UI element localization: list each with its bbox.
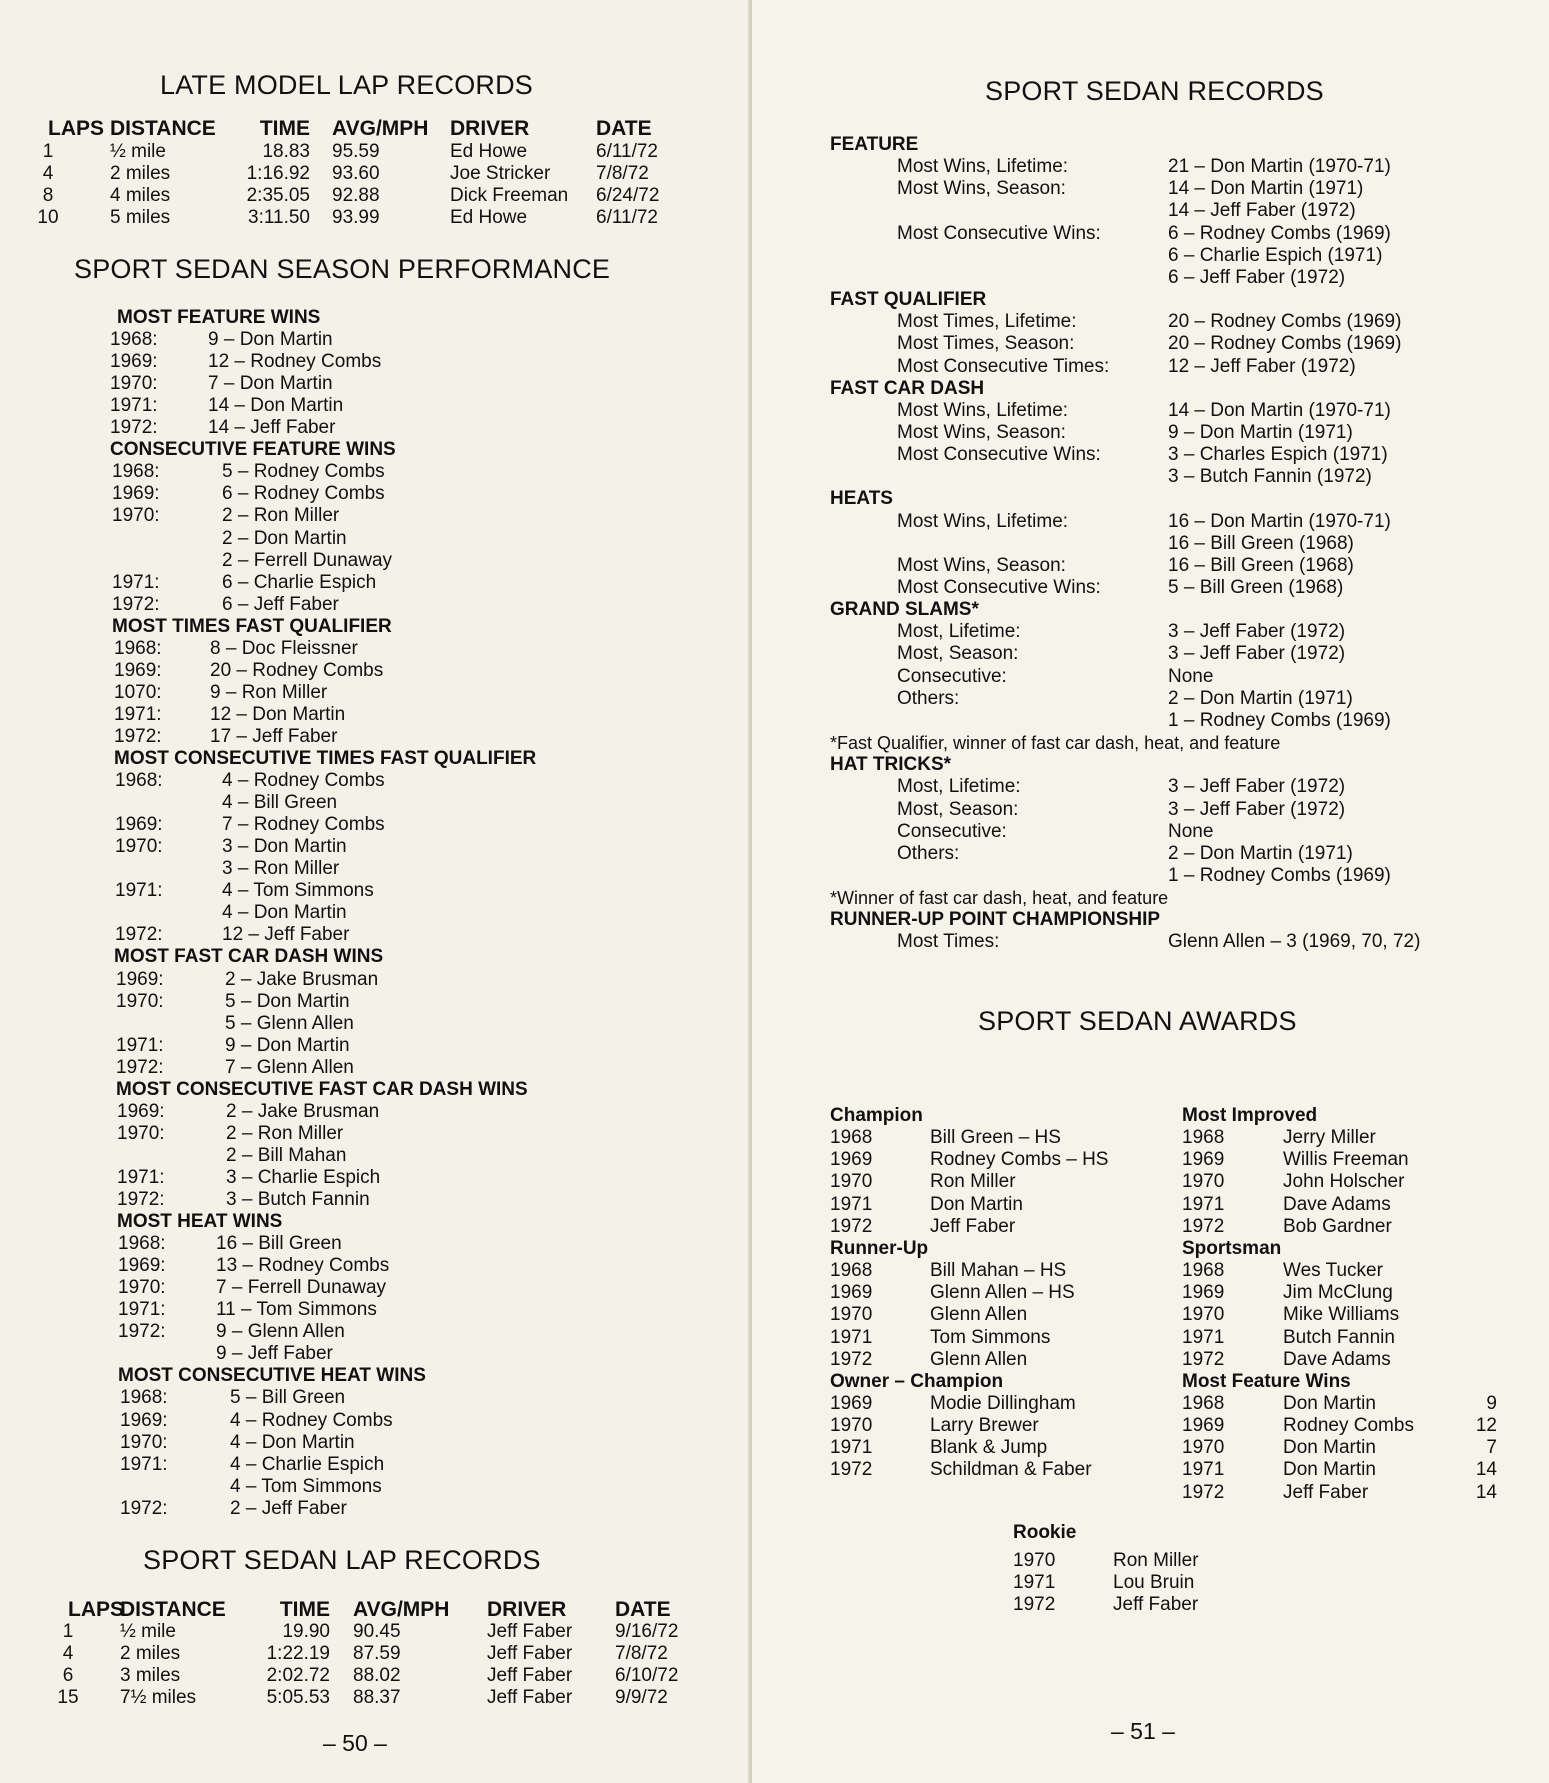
award-winner: Butch Fannin — [1283, 1326, 1395, 1348]
award-year: 1972 — [830, 1348, 873, 1370]
table-cell: ½ mile — [110, 141, 166, 162]
record-value: 14 – Jeff Faber (1972) — [1168, 200, 1356, 222]
late-model-lap-records-title: LATE MODEL LAP RECORDS — [160, 70, 534, 100]
record-entry: 17 – Jeff Faber — [210, 725, 338, 747]
table-cell: 87.59 — [353, 1643, 401, 1664]
award-winner: Rodney Combs – HS — [930, 1149, 1109, 1171]
year-label: 1968: — [115, 770, 163, 792]
section-heading: MOST TIMES FAST QUALIFIER — [112, 615, 392, 637]
record-value: 21 – Don Martin (1970-71) — [1168, 156, 1391, 178]
award-year: 1970 — [830, 1415, 873, 1437]
award-winner: Wes Tucker — [1283, 1260, 1383, 1282]
sport-sedan-records-title: SPORT SEDAN RECORDS — [985, 76, 1324, 106]
record-entry: 9 – Don Martin — [225, 1034, 350, 1056]
award-winner: Lou Bruin — [1113, 1572, 1195, 1594]
record-entry: 2 – Ron Miller — [222, 505, 340, 527]
table-cell: 88.02 — [353, 1665, 401, 1686]
table-cell: Joe Stricker — [450, 163, 551, 184]
award-category-heading: Owner – Champion — [830, 1370, 1004, 1392]
table-cell: 7/8/72 — [596, 163, 649, 184]
award-year: 1969 — [830, 1282, 873, 1304]
award-year: 1969 — [1182, 1282, 1225, 1304]
table-cell: 88.37 — [353, 1687, 401, 1708]
record-entry: 5 – Glenn Allen — [225, 1012, 354, 1034]
year-label: 1971: — [114, 703, 162, 725]
record-label: Most, Lifetime: — [897, 776, 1021, 798]
award-year: 1971 — [1013, 1572, 1056, 1594]
award-winner: Glenn Allen – HS — [930, 1282, 1075, 1304]
footnote: *Winner of fast car dash, heat, and feature — [830, 888, 1169, 909]
award-year: 1969 — [830, 1392, 873, 1414]
record-entry: 14 – Don Martin — [208, 395, 344, 417]
year-label: 1971: — [115, 880, 163, 902]
table-cell: 3 miles — [120, 1665, 181, 1686]
table-cell: 1:22.19 — [266, 1643, 330, 1664]
table-cell: 2:35.05 — [246, 185, 310, 206]
record-value: None — [1168, 820, 1214, 842]
award-winner: Dave Adams — [1283, 1193, 1391, 1215]
record-value: 3 – Jeff Faber (1972) — [1168, 776, 1346, 798]
record-value: 3 – Butch Fannin (1972) — [1168, 466, 1372, 488]
year-label: 1968: — [120, 1387, 168, 1409]
record-entry: 9 – Glenn Allen — [216, 1321, 345, 1343]
record-label: Most, Season: — [897, 643, 1019, 665]
column-header: DISTANCE — [110, 117, 216, 140]
award-winner: Bill Green – HS — [930, 1127, 1061, 1149]
year-label: 1970: — [117, 1122, 165, 1144]
award-winner: Don Martin — [1283, 1459, 1376, 1481]
year-label: 1971: — [110, 395, 158, 417]
table-cell: 6/24/72 — [596, 185, 660, 206]
award-winner: Don Martin — [1283, 1392, 1376, 1414]
award-winner: Tom Simmons — [930, 1326, 1051, 1348]
award-year: 1970 — [830, 1171, 873, 1193]
year-label: 1972: — [118, 1321, 166, 1343]
record-label: Most, Lifetime: — [897, 621, 1021, 643]
record-entry: 4 – Rodney Combs — [222, 770, 385, 792]
record-value: 3 – Jeff Faber (1972) — [1168, 643, 1346, 665]
record-entry: 2 – Jake Brusman — [225, 968, 379, 990]
record-value: 1 – Rodney Combs (1969) — [1168, 864, 1391, 886]
table-cell: Dick Freeman — [450, 185, 569, 206]
record-label: Most Times, Lifetime: — [897, 311, 1077, 333]
record-entry: 2 – Jake Brusman — [226, 1100, 380, 1122]
record-entry: 8 – Doc Fleissner — [210, 637, 358, 659]
record-value: 14 – Don Martin (1971) — [1168, 178, 1364, 200]
record-label: Consecutive: — [897, 665, 1007, 687]
table-cell: 7½ miles — [120, 1687, 197, 1708]
record-entry: 2 – Bill Mahan — [226, 1144, 347, 1166]
records-category-heading: FEATURE — [830, 134, 919, 155]
award-category-heading: Champion — [830, 1105, 923, 1126]
record-label: Most Wins, Lifetime: — [897, 510, 1069, 532]
table-cell: Ed Howe — [450, 141, 528, 162]
season-performance-title: SPORT SEDAN SEASON PERFORMANCE — [74, 254, 611, 284]
table-cell: 1 — [42, 141, 54, 162]
record-entry: 13 – Rodney Combs — [216, 1255, 390, 1277]
record-value: 9 – Don Martin (1971) — [1168, 421, 1353, 443]
year-label: 1972: — [115, 924, 163, 946]
record-entry: 20 – Rodney Combs — [210, 659, 384, 681]
table-cell: 95.59 — [332, 141, 380, 162]
award-year: 1972 — [1182, 1481, 1225, 1503]
award-category-heading: Sportsman — [1182, 1237, 1282, 1259]
award-winner: Rodney Combs — [1283, 1415, 1414, 1437]
record-value: 3 – Charles Espich (1971) — [1168, 444, 1388, 466]
record-entry: 12 – Rodney Combs — [208, 351, 382, 373]
record-label: Most, Season: — [897, 798, 1019, 820]
award-winner: John Holscher — [1283, 1171, 1405, 1193]
column-header: DISTANCE — [120, 1598, 226, 1621]
year-label: 1070: — [114, 681, 162, 703]
record-entry: 4 – Don Martin — [230, 1431, 355, 1453]
award-year: 1970 — [1182, 1437, 1225, 1459]
table-cell: 18.83 — [262, 141, 310, 162]
record-entry: 2 – Ferrell Dunaway — [222, 549, 393, 571]
column-header: DATE — [615, 1598, 671, 1621]
table-cell: 5:05.53 — [266, 1687, 330, 1708]
record-value: 6 – Charlie Espich (1971) — [1168, 244, 1383, 266]
section-heading: MOST CONSECUTIVE FAST CAR DASH WINS — [116, 1078, 528, 1100]
year-label: 1971: — [118, 1299, 166, 1321]
award-win-count: 14 — [1475, 1459, 1497, 1481]
table-cell: 6/10/72 — [615, 1665, 679, 1686]
year-label: 1971: — [116, 1034, 164, 1056]
table-cell: 93.60 — [332, 163, 380, 184]
record-entry: 3 – Charlie Espich — [226, 1166, 381, 1188]
record-entry: 7 – Rodney Combs — [222, 814, 385, 836]
table-cell: 8 — [42, 185, 54, 206]
award-winner: Glenn Allen — [930, 1348, 1028, 1370]
award-win-count: 9 — [1486, 1392, 1497, 1414]
year-label: 1970: — [120, 1431, 168, 1453]
table-cell: 6/11/72 — [596, 207, 658, 228]
year-label: 1972: — [114, 725, 162, 747]
award-year: 1968 — [830, 1127, 873, 1149]
records-category-heading: HAT TRICKS* — [830, 754, 952, 776]
award-year: 1968 — [1182, 1392, 1225, 1414]
year-label: 1970: — [110, 373, 158, 395]
award-year: 1968 — [1182, 1260, 1225, 1282]
record-entry: 14 – Jeff Faber — [208, 417, 336, 439]
award-year: 1970 — [830, 1304, 873, 1326]
record-entry: 16 – Bill Green — [216, 1233, 342, 1255]
record-label: Most Consecutive Wins: — [897, 577, 1101, 598]
year-label: 1970: — [116, 990, 164, 1012]
record-value: 20 – Rodney Combs (1969) — [1168, 311, 1402, 333]
record-entry: 11 – Tom Simmons — [216, 1299, 377, 1321]
award-win-count: 12 — [1475, 1415, 1497, 1437]
record-value: None — [1168, 665, 1214, 687]
year-label: 1969: — [112, 483, 160, 505]
record-entry: 4 – Bill Green — [222, 792, 338, 814]
award-winner: Don Martin — [1283, 1437, 1376, 1459]
record-value: 16 – Don Martin (1970-71) — [1168, 510, 1391, 532]
year-label: 1968: — [118, 1233, 166, 1255]
section-heading: MOST HEAT WINS — [117, 1211, 283, 1233]
award-winner: Mike Williams — [1283, 1304, 1400, 1326]
award-year: 1971 — [1182, 1193, 1225, 1215]
award-winner: Jim McClung — [1283, 1282, 1393, 1304]
record-entry: 2 – Jeff Faber — [230, 1497, 347, 1519]
column-header: AVG/MPH — [353, 1598, 450, 1621]
award-year: 1972 — [830, 1215, 873, 1237]
record-label: Most Wins, Season: — [897, 554, 1066, 576]
award-winner: Bob Gardner — [1283, 1215, 1392, 1237]
year-label: 1969: — [120, 1409, 168, 1431]
record-entry: 7 – Ferrell Dunaway — [216, 1277, 387, 1299]
record-label: Most Times, Season: — [897, 333, 1075, 355]
record-entry: 6 – Rodney Combs — [222, 483, 385, 505]
record-label: Most Wins, Lifetime: — [897, 156, 1069, 178]
table-cell: 6 — [62, 1665, 74, 1686]
year-label: 1972: — [110, 417, 158, 439]
table-cell: Jeff Faber — [487, 1687, 573, 1708]
award-year: 1972 — [1182, 1348, 1225, 1370]
table-cell: Jeff Faber — [487, 1643, 573, 1664]
column-header: DRIVER — [487, 1598, 567, 1621]
column-header: AVG/MPH — [332, 117, 429, 140]
year-label: 1969: — [118, 1255, 166, 1277]
column-header: DATE — [596, 117, 652, 140]
award-winner: Schildman & Faber — [930, 1459, 1092, 1481]
award-year: 1970 — [1182, 1304, 1225, 1326]
table-cell: 90.45 — [353, 1621, 401, 1642]
award-winner: Glenn Allen — [930, 1304, 1028, 1326]
award-winner: Don Martin — [930, 1193, 1023, 1215]
table-cell: 1:16.92 — [246, 163, 310, 184]
footnote: *Fast Qualifier, winner of fast car dash, heat, and feature — [830, 733, 1281, 754]
record-value: 12 – Jeff Faber (1972) — [1168, 355, 1356, 377]
year-label: 1969: — [117, 1100, 165, 1122]
award-category-heading: Rookie — [1013, 1522, 1077, 1543]
award-year: 1971 — [1182, 1326, 1225, 1348]
table-cell: Ed Howe — [450, 207, 528, 228]
page-51 — [752, 0, 1549, 1783]
year-label: 1971: — [120, 1453, 168, 1475]
section-heading: MOST CONSECUTIVE TIMES FAST QUALIFIER — [114, 748, 537, 769]
year-label: 1972: — [116, 1056, 164, 1078]
record-entry: 7 – Don Martin — [208, 373, 333, 395]
award-category-heading: Most Feature Wins — [1182, 1370, 1351, 1392]
award-winner: Ron Miller — [1113, 1550, 1199, 1571]
award-winner: Willis Freeman — [1283, 1149, 1409, 1171]
award-year: 1972 — [830, 1459, 873, 1481]
page-number-51: – 51 – — [1111, 1718, 1175, 1744]
record-value: 16 – Bill Green (1968) — [1168, 554, 1354, 576]
table-cell: 19.90 — [282, 1621, 330, 1642]
year-label: 1968: — [114, 637, 162, 659]
award-year: 1972 — [1013, 1594, 1056, 1616]
record-label: Most Wins, Season: — [897, 421, 1066, 443]
award-winner: Ron Miller — [930, 1171, 1016, 1193]
record-entry: 5 – Bill Green — [230, 1387, 346, 1409]
section-heading: MOST CONSECUTIVE HEAT WINS — [118, 1365, 426, 1387]
record-entry: 3 – Don Martin — [222, 836, 347, 858]
record-value: 6 – Rodney Combs (1969) — [1168, 222, 1391, 244]
table-cell: 7/8/72 — [615, 1643, 668, 1664]
award-year: 1969 — [830, 1149, 873, 1171]
record-entry: 2 – Ron Miller — [226, 1122, 344, 1144]
award-winner: Bill Mahan – HS — [930, 1260, 1067, 1282]
record-label: Most Consecutive Wins: — [897, 222, 1101, 244]
sport-sedan-lap-records-title: SPORT SEDAN LAP RECORDS — [143, 1545, 541, 1575]
column-header: TIME — [279, 1598, 330, 1621]
records-category-heading: GRAND SLAMS* — [830, 599, 979, 621]
table-cell: Jeff Faber — [487, 1665, 573, 1686]
record-value: 20 – Rodney Combs (1969) — [1168, 333, 1402, 355]
record-value: 2 – Don Martin (1971) — [1168, 687, 1353, 709]
section-heading: MOST FEATURE WINS — [117, 307, 321, 328]
award-category-heading: Most Improved — [1182, 1105, 1318, 1126]
table-cell: 4 miles — [110, 185, 171, 206]
record-entry: 3 – Butch Fannin — [226, 1189, 370, 1210]
award-category-heading: Runner-Up — [830, 1237, 929, 1259]
record-value: 3 – Jeff Faber (1972) — [1168, 621, 1346, 643]
table-cell: 4 — [62, 1643, 74, 1664]
record-entry: 6 – Charlie Espich — [222, 571, 377, 593]
record-entry: 4 – Rodney Combs — [230, 1409, 393, 1431]
year-label: 1970: — [112, 505, 160, 527]
award-year: 1972 — [1182, 1215, 1225, 1237]
record-entry: 12 – Don Martin — [210, 703, 346, 725]
record-value: 1 – Rodney Combs (1969) — [1168, 709, 1391, 731]
record-value: 5 – Bill Green (1968) — [1168, 577, 1344, 598]
award-year: 1971 — [1182, 1459, 1225, 1481]
table-cell: 2 miles — [120, 1643, 181, 1664]
award-winner: Modie Dillingham — [930, 1392, 1076, 1414]
award-winner: Jeff Faber — [1283, 1481, 1369, 1503]
records-category-heading: FAST QUALIFIER — [830, 289, 987, 311]
record-label: Most Wins, Lifetime: — [897, 399, 1069, 421]
section-heading: CONSECUTIVE FEATURE WINS — [110, 439, 396, 461]
records-category-heading: RUNNER-UP POINT CHAMPIONSHIP — [830, 909, 1161, 931]
table-cell: 2 miles — [110, 163, 171, 184]
record-value: 2 – Don Martin (1971) — [1168, 842, 1353, 864]
record-value: 6 – Jeff Faber (1972) — [1168, 266, 1346, 288]
table-cell: 93.99 — [332, 207, 380, 228]
year-label: 1971: — [112, 571, 160, 593]
table-cell: 5 miles — [110, 207, 171, 228]
year-label: 1972: — [120, 1497, 168, 1519]
record-label: Consecutive: — [897, 820, 1007, 842]
year-label: 1969: — [110, 351, 158, 373]
table-cell: 92.88 — [332, 185, 380, 206]
year-label: 1971: — [117, 1166, 165, 1188]
column-header: LAPS — [68, 1598, 125, 1621]
column-header: DRIVER — [450, 117, 530, 140]
record-entry: 4 – Tom Simmons — [230, 1475, 382, 1497]
table-cell: 6/11/72 — [596, 141, 658, 162]
record-label: Others: — [897, 842, 960, 864]
record-entry: 9 – Don Martin — [208, 329, 333, 351]
record-label: Most Times: — [897, 931, 1000, 953]
award-year: 1969 — [1182, 1415, 1225, 1437]
table-cell: 9/16/72 — [615, 1621, 679, 1642]
year-label: 1968: — [112, 461, 160, 483]
record-value: Glenn Allen – 3 (1969, 70, 72) — [1168, 931, 1421, 953]
record-label: Most Consecutive Times: — [897, 355, 1110, 377]
award-winner: Jeff Faber — [930, 1215, 1016, 1237]
year-label: 1972: — [112, 593, 160, 615]
record-value: 3 – Jeff Faber (1972) — [1168, 798, 1346, 820]
record-entry: 4 – Tom Simmons — [222, 880, 374, 902]
award-year: 1971 — [830, 1193, 873, 1215]
table-cell: 1 — [62, 1621, 74, 1642]
table-cell: 2:02.72 — [266, 1665, 330, 1686]
record-entry: 2 – Don Martin — [222, 527, 347, 549]
year-label: 1972: — [117, 1189, 165, 1210]
table-cell: ½ mile — [120, 1621, 176, 1642]
award-win-count: 14 — [1475, 1481, 1497, 1503]
award-year: 1971 — [830, 1326, 873, 1348]
year-label: 1968: — [110, 329, 158, 351]
award-winner: Jerry Miller — [1283, 1127, 1376, 1149]
record-label: Others: — [897, 687, 960, 709]
record-entry: 4 – Don Martin — [222, 902, 347, 924]
column-header: TIME — [259, 117, 310, 140]
record-entry: 6 – Jeff Faber — [222, 593, 339, 615]
record-entry: 7 – Glenn Allen — [225, 1056, 354, 1078]
record-entry: 5 – Don Martin — [225, 990, 350, 1012]
record-entry: 5 – Rodney Combs — [222, 461, 385, 483]
page-50 — [0, 0, 752, 1783]
award-win-count: 7 — [1486, 1437, 1497, 1459]
award-year: 1968 — [1182, 1127, 1225, 1149]
record-entry: 9 – Jeff Faber — [216, 1343, 333, 1365]
record-value: 16 – Bill Green (1968) — [1168, 532, 1354, 554]
year-label: 1969: — [114, 659, 162, 681]
records-category-heading: HEATS — [830, 488, 893, 510]
page-number-50: – 50 – — [323, 1730, 387, 1756]
record-label: Most Wins, Season: — [897, 178, 1066, 200]
record-entry: 9 – Ron Miller — [210, 681, 328, 703]
award-year: 1969 — [1182, 1149, 1225, 1171]
record-label: Most Consecutive Wins: — [897, 444, 1101, 466]
award-winner: Blank & Jump — [930, 1437, 1048, 1459]
table-cell: 10 — [37, 207, 59, 228]
award-winner: Jeff Faber — [1113, 1594, 1199, 1616]
record-entry: 4 – Charlie Espich — [230, 1453, 385, 1475]
award-year: 1970 — [1013, 1550, 1056, 1571]
year-label: 1970: — [115, 836, 163, 858]
table-cell: 4 — [42, 163, 54, 184]
table-cell: 15 — [57, 1687, 79, 1708]
section-heading: MOST FAST CAR DASH WINS — [114, 946, 384, 968]
year-label: 1970: — [118, 1277, 166, 1299]
table-cell: 9/9/72 — [615, 1687, 668, 1708]
records-category-heading: FAST CAR DASH — [830, 377, 985, 399]
award-year: 1971 — [830, 1437, 873, 1459]
award-winner: Dave Adams — [1283, 1348, 1391, 1370]
year-label: 1969: — [116, 968, 164, 990]
award-year: 1970 — [1182, 1171, 1225, 1193]
award-winner: Larry Brewer — [930, 1415, 1039, 1437]
record-entry: 3 – Ron Miller — [222, 858, 340, 880]
record-entry: 12 – Jeff Faber — [222, 924, 350, 946]
award-year: 1968 — [830, 1260, 873, 1282]
column-header: LAPS — [48, 117, 105, 140]
year-label: 1969: — [115, 814, 163, 836]
record-value: 14 – Don Martin (1970-71) — [1168, 399, 1391, 421]
table-cell: Jeff Faber — [487, 1621, 573, 1642]
table-cell: 3:11.50 — [248, 207, 310, 228]
sport-sedan-awards-title: SPORT SEDAN AWARDS — [978, 1006, 1297, 1036]
